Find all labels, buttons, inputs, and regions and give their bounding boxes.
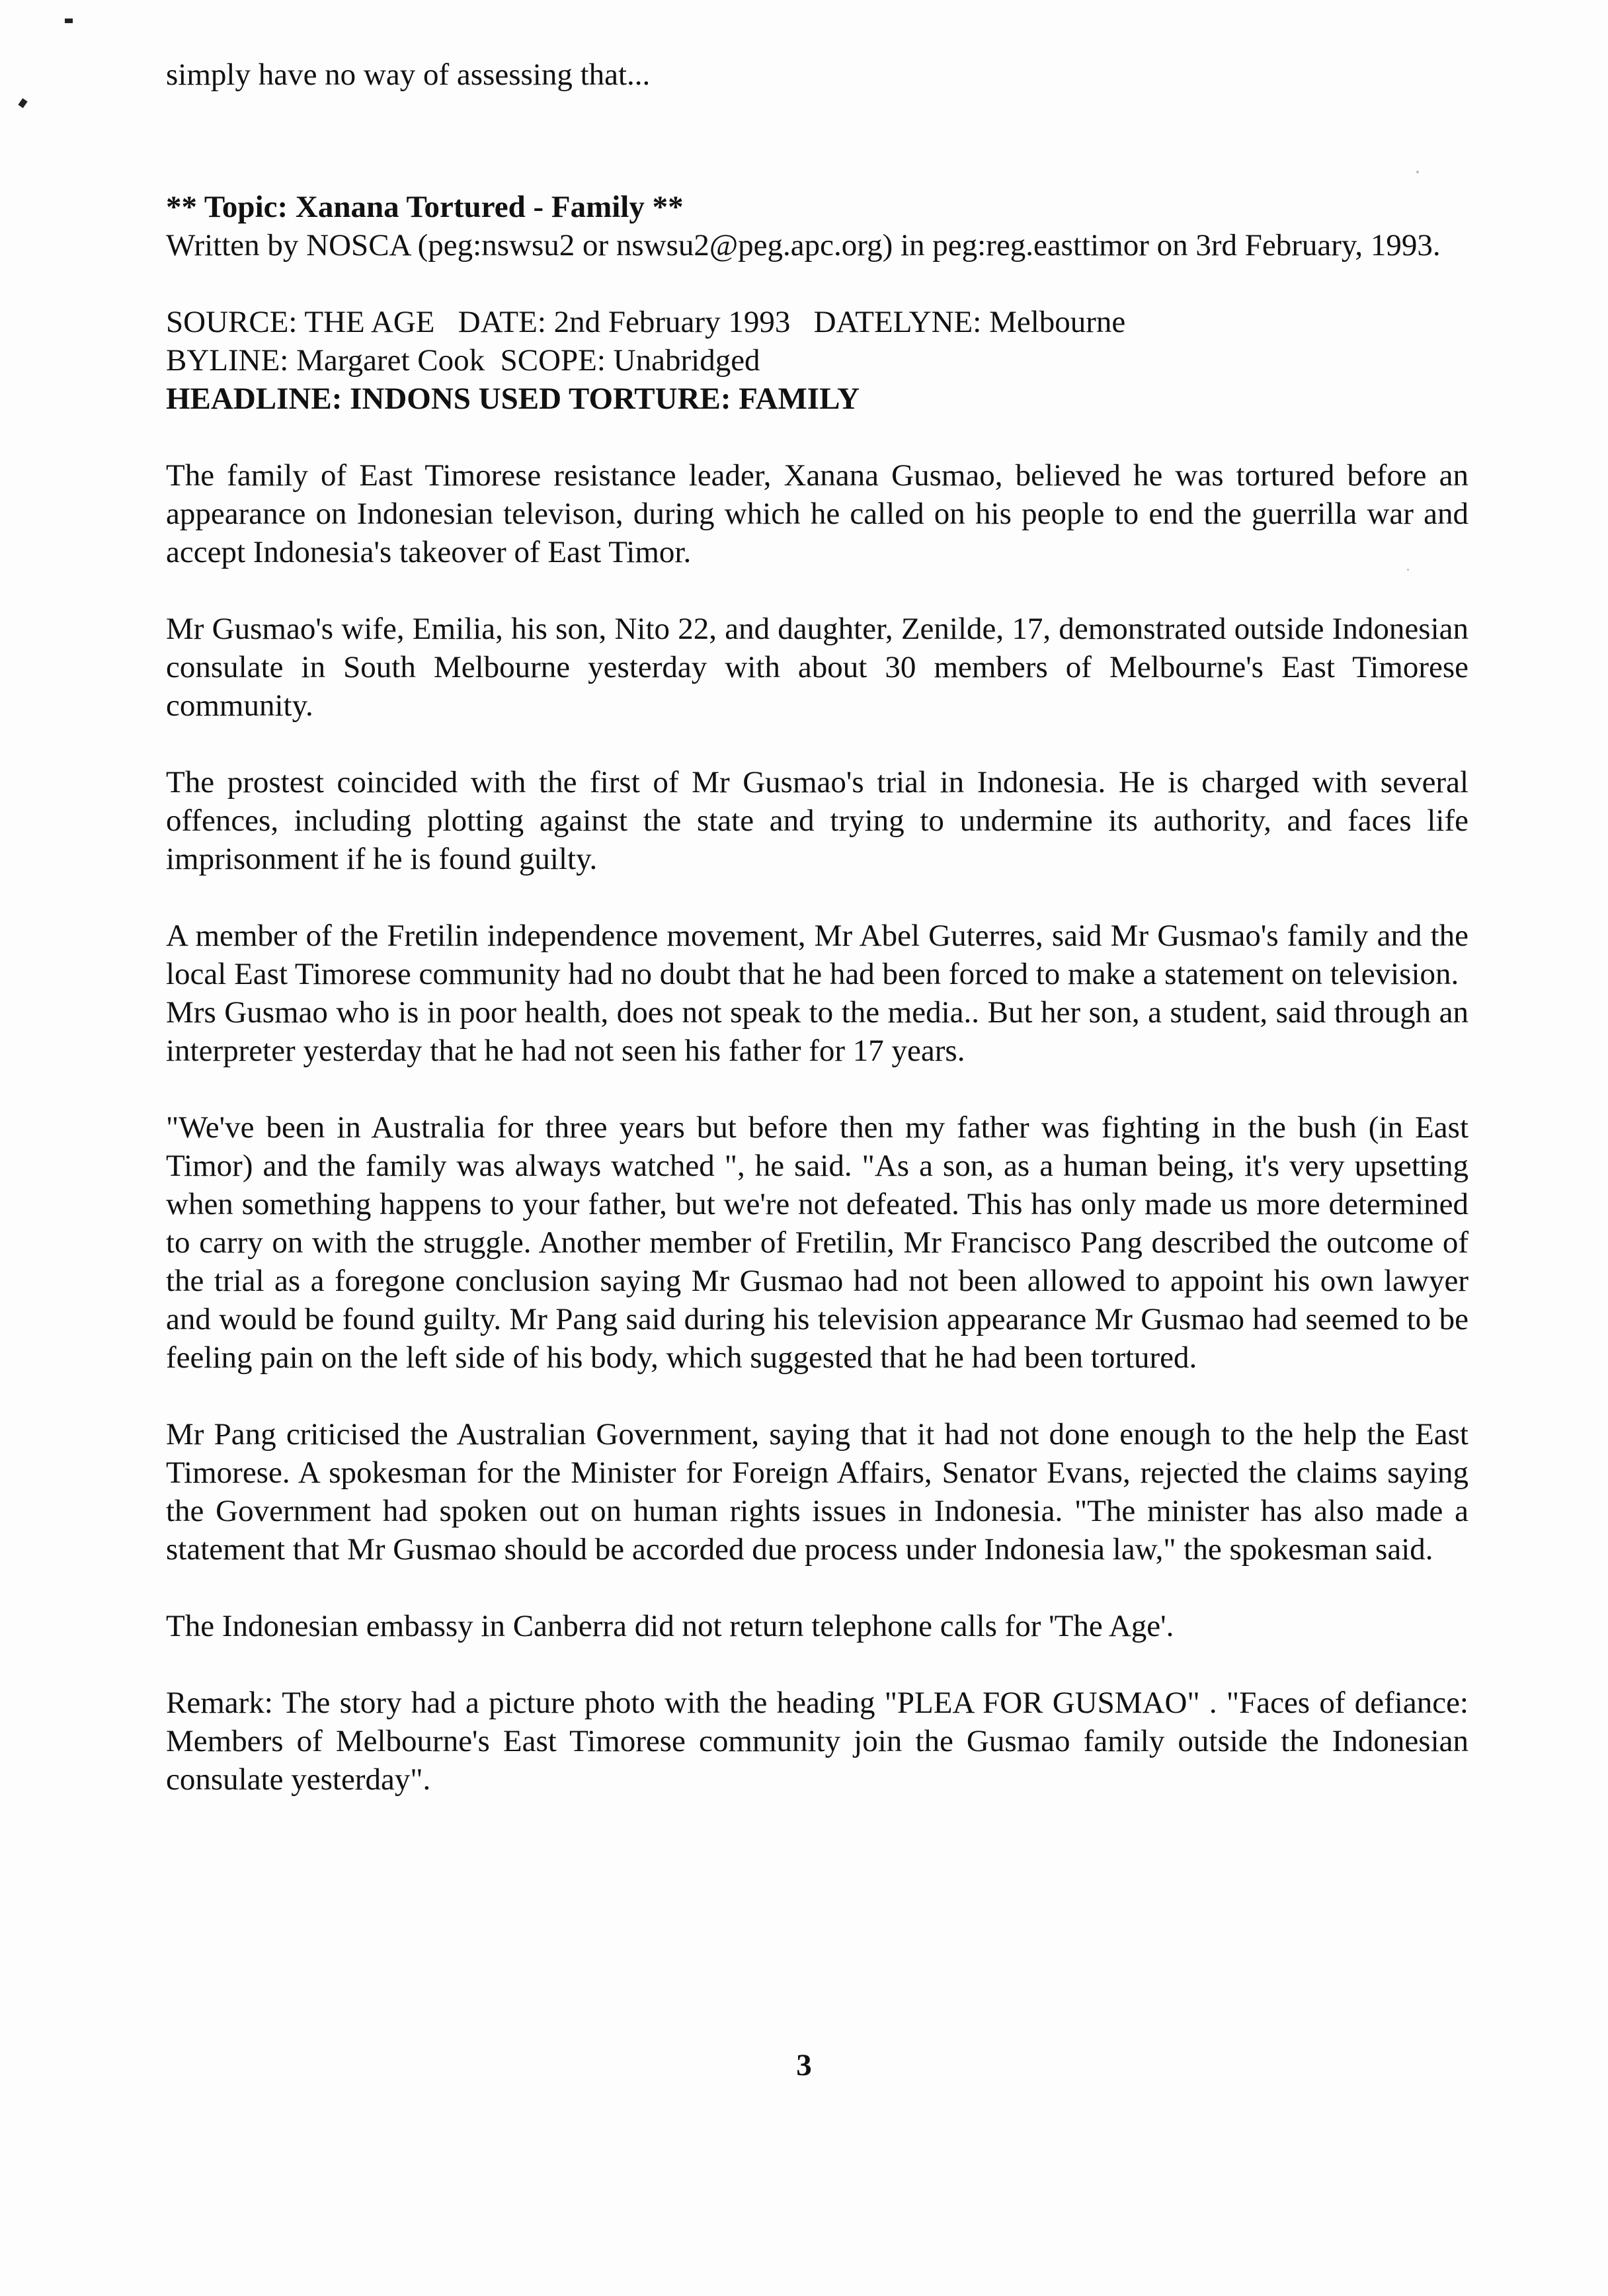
written-by: Written by NOSCA (peg:nswsu2 or nswsu2@peg.apc.org) in peg:reg.easttimor on 3rd February, 1993. [166, 228, 1441, 263]
page-number: 3 [796, 2048, 812, 2082]
scan-mark [18, 99, 27, 108]
intro-line: simply have no way of assessing that... [166, 58, 651, 92]
headline-line: HEADLINE: INDONS USED TORTURE: FAMILY [166, 382, 860, 416]
paragraph: A member of the Fretilin independence movement, Mr Abel Guterres, said Mr Gusmao's family and the local East Timorese community had no doubt that he had been forced to make a statement on television. [166, 919, 1468, 991]
source-line: SOURCE: THE AGE DATE: 2nd February 1993 DATELYNE: Melbourne [166, 305, 1126, 339]
paragraph: The family of East Timorese resistance leader, Xanana Gusmao, believed he was tortured before an appearance on Indonesian televison, during which he called on his people to end the guerrilla war and accept Indonesia's takeover of East Timor. [166, 458, 1468, 569]
paragraph: Mrs Gusmao who is in poor health, does not speak to the media.. But her son, a student, said through an interpreter yesterday that he had not seen his father for 17 years. [166, 995, 1468, 1068]
document-body [166, 56, 1468, 1799]
topic-heading: ** Topic: Xanana Tortured - Family ** [166, 190, 684, 224]
byline-line: BYLINE: Margaret Cook SCOPE: Unabridged [166, 343, 760, 378]
scan-mark [65, 19, 73, 23]
paragraph: Remark: The story had a picture photo with the heading "PLEA FOR GUSMAO" . "Faces of defiance: Members of Melbourne's East Timorese community join the Gusmao family outside the Indonesian consulate yesterday". [166, 1686, 1468, 1797]
paragraph: The Indonesian embassy in Canberra did not return telephone calls for 'The Age'. [166, 1609, 1174, 1643]
article-meta [166, 303, 1468, 418]
paragraph: "We've been in Australia for three years but before then my father was fighting in the bush (in East Timor) and the family was always watched ", he said. "As a son, as a human being, it's very upsetting when something happens to your father, but we're not defeated. This has only made us more determined to carry on with the struggle. Another member of Fretilin, Mr Francisco Pang described the outcome of the trial as a foregone conclusion saying Mr Gusmao had not been allowed to appoint his own lawyer and would be found guilty. Mr Pang said during his television appearance Mr Gusmao had seemed to be feeling pain on the left side of his body, which suggested that he had been tortured. [166, 1110, 1468, 1375]
paragraph: Mr Gusmao's wife, Emilia, his son, Nito 22, and daughter, Zenilde, 17, demonstrated outside Indonesian consulate in South Melbourne yesterday with about 30 members of Melbourne's East Timorese community. [166, 612, 1468, 723]
paragraph: The prostest coincided with the first of Mr Gusmao's trial in Indonesia. He is charged with several offences, including plotting against the state and trying to undermine its authority, and faces life imprisonment if he is found guilty. [166, 765, 1468, 876]
paragraph: Mr Pang criticised the Australian Government, saying that it had not done enough to the help the East Timorese. A spokesman for the Minister for Foreign Affairs, Senator Evans, rejected the claims saying the Government had spoken out on human rights issues in Indonesia. "The minister has also made a statement that Mr Gusmao should be accorded due process under Indonesia law," the spokesman said. [166, 1417, 1468, 1567]
